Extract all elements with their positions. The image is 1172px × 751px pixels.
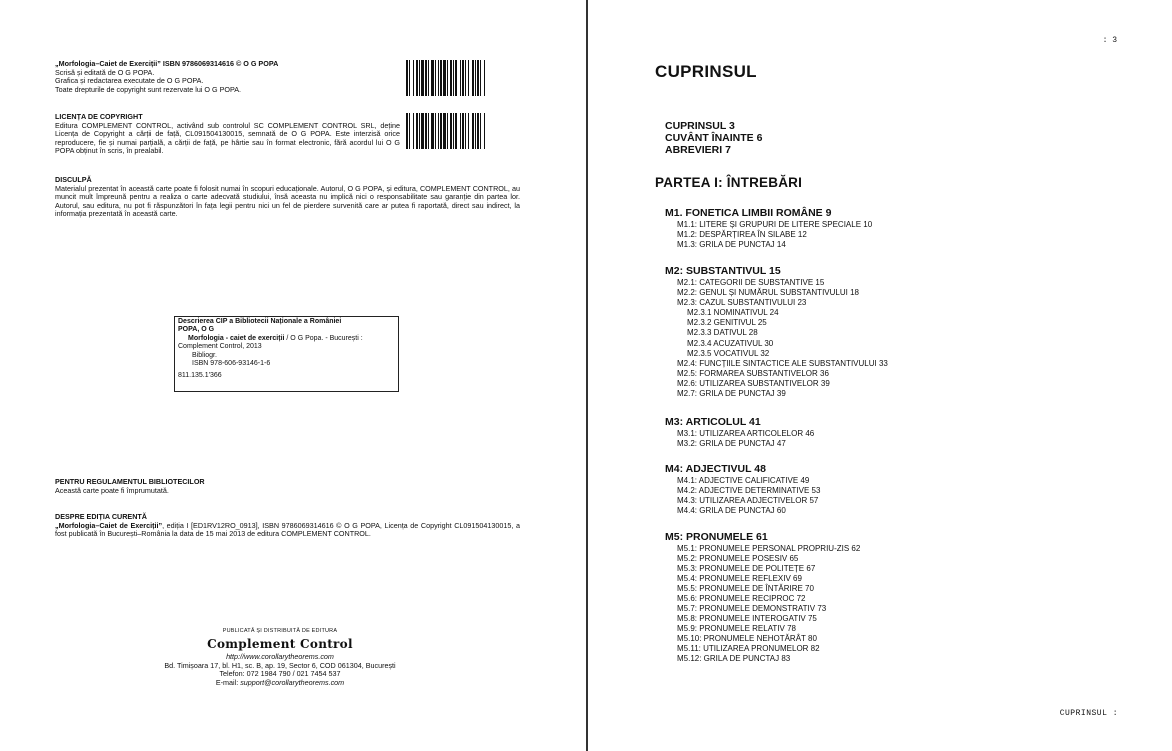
- book-info-line: Toate drepturile de copyright sunt rezervate lui O G POPA.: [55, 84, 242, 94]
- barcode-bar: [438, 60, 439, 96]
- barcode-bar: [435, 60, 436, 96]
- barcode-bar: [480, 60, 481, 96]
- license-heading: LICENȚA DE COPYRIGHT: [55, 112, 143, 121]
- barcode-bar: [480, 113, 481, 149]
- toc-subsection[interactable]: M2.3.1 NOMINATIVUL 24: [687, 308, 779, 317]
- disclaimer-block: [55, 176, 520, 219]
- barcode-bar: [472, 60, 474, 96]
- publisher-caption: PUBLICATĂ ȘI DISTRIBUITĂ DE EDITURA: [222, 628, 338, 634]
- library-heading: PENTRU REGULAMENTUL BIBLIOTECILOR: [55, 477, 205, 486]
- barcode-bar: [453, 113, 454, 149]
- toc-subsection[interactable]: M2.3.4 ACUZATIVUL 30: [687, 338, 774, 348]
- barcode-bar: [447, 113, 448, 149]
- book-title-line: „Morfologia–Caiet de Exerciții” ISBN 9786069314616 © O G POPA: [55, 59, 279, 68]
- toc-section[interactable]: M5.4: PRONUMELE REFLEXIV 69: [677, 574, 802, 583]
- toc-section[interactable]: M3.1: UTILIZAREA ARTICOLELOR 46: [677, 429, 815, 438]
- barcode-bar: [421, 113, 424, 149]
- toc-front-matter: [665, 120, 762, 156]
- barcode-bar: [416, 60, 418, 96]
- barcode-bar: [475, 113, 476, 149]
- barcode-bar: [406, 60, 408, 96]
- toc-section[interactable]: M5.2: PRONUMELE POSESIV 65: [677, 554, 799, 563]
- barcode-bar: [419, 113, 420, 149]
- book-info-line: Grafica și redactarea executate de O G POPA.: [55, 76, 204, 86]
- toc-subsection[interactable]: M2.3.5 VOCATIVUL 32: [687, 348, 770, 358]
- barcode-bar: [468, 113, 469, 149]
- barcode-bar: [425, 113, 427, 149]
- toc-section[interactable]: M3.2: GRILA DE PUNCTAJ 47: [677, 439, 786, 448]
- barcode-bar: [484, 60, 485, 96]
- barcode-bar: [462, 113, 464, 149]
- barcode-bar: [443, 113, 446, 149]
- part-title: PARTEA I: ÎNTREBĂRI: [655, 175, 803, 190]
- barcode-bar: [428, 113, 429, 149]
- barcode-bar: [431, 60, 434, 96]
- barcode-bar: [477, 113, 479, 149]
- cip-box: [174, 316, 399, 392]
- page-number: : 3: [1102, 36, 1117, 45]
- barcode-bar: [421, 60, 424, 96]
- cip-author: POPA, O G: [178, 326, 215, 334]
- toc-chapter: [665, 416, 1085, 449]
- barcode-bar: [425, 60, 427, 96]
- cip-bibliography: Bibliogr.: [192, 351, 217, 359]
- toc-front-item[interactable]: ABREVIERI 7: [665, 144, 731, 156]
- cip-title-line: [178, 335, 395, 343]
- barcode-bar: [440, 113, 442, 149]
- barcode-bar: [450, 113, 452, 149]
- toc-title: CUPRINSUL: [655, 62, 757, 81]
- toc-chapter-title[interactable]: M3: ARTICOLUL 41: [665, 416, 761, 428]
- barcode-bar: [409, 113, 410, 149]
- toc-section[interactable]: M1.3: GRILA DE PUNCTAJ 14: [677, 240, 786, 249]
- edition-paragraph: [55, 522, 520, 539]
- edition-title: „Morfologia–Caiet de Exerciții”: [55, 520, 163, 530]
- license-block: [55, 113, 400, 156]
- toc-section[interactable]: M1.1: LITERE ȘI GRUPURI DE LITERE SPECIALE 10: [677, 220, 873, 229]
- toc-section[interactable]: M2.5: FORMAREA SUBSTANTIVELOR 36: [677, 369, 829, 379]
- toc-section[interactable]: M4.4: GRILA DE PUNCTAJ 60: [677, 506, 786, 515]
- toc-chapter-title[interactable]: M4: ADJECTIVUL 48: [665, 463, 766, 475]
- toc-section[interactable]: M5.12: GRILA DE PUNCTAJ 83: [677, 654, 791, 663]
- email-label: E-mail:: [215, 678, 241, 688]
- publisher-email-line: [130, 679, 430, 688]
- toc-section[interactable]: M5.1: PRONUMELE PERSONAL PROPRIU-ZIS 62: [677, 544, 861, 553]
- toc-front-item[interactable]: CUPRINSUL 3: [665, 120, 735, 132]
- barcode-image: [406, 113, 520, 149]
- toc-chapter-title[interactable]: M1. FONETICA LIMBII ROMÂNE 9: [665, 207, 832, 219]
- barcode-bar: [465, 113, 466, 149]
- publisher-email[interactable]: support@corollarytheorems.com: [240, 678, 345, 688]
- cip-publisher: Complement Control, 2013: [178, 343, 262, 351]
- toc-section[interactable]: M2.6: UTILIZAREA SUBSTANTIVELOR 39: [677, 379, 830, 389]
- toc-chapter: [665, 531, 1085, 664]
- barcode-bar: [416, 113, 418, 149]
- barcode-bar: [472, 113, 474, 149]
- toc-section[interactable]: M2.2: GENUL ȘI NUMĂRUL SUBSTANTIVULUI 18: [677, 288, 859, 297]
- cip-title-rest: / O G Popa. - București :: [284, 334, 363, 342]
- library-text: Această carte poate fi împrumutată.: [55, 485, 169, 495]
- publisher-block: [130, 627, 430, 688]
- edition-heading: DESPRE EDIȚIA CURENTĂ: [55, 512, 147, 521]
- disclaimer-text: Materialul prezentat în această carte poate fi folosit numai în scopuri educaționale. Autorul, O G POPA, și editura, COMPLEMENT CONTROL, au muncit mult împreună pentru a realiza o carte adecvată studiului, însă aceasta nu implică nici o responsabilitate sau garanție din partea lor. Autorul, sau editura, nu pot fi răspunzători în fața legii pentru nici un fel de pierdere survenită care ar putea fi raportată, direct sau indirect, la informația prezentată în această carte.: [55, 183, 520, 219]
- toc-subsection[interactable]: M2.3.2 GENITIVUL 25: [687, 318, 767, 328]
- toc-chapter-title[interactable]: M5: PRONUMELE 61: [665, 531, 768, 543]
- toc-section[interactable]: M2.7: GRILA DE PUNCTAJ 39: [677, 389, 786, 399]
- barcode-bar: [435, 113, 436, 149]
- toc-section[interactable]: M2.1: CATEGORII DE SUBSTANTIVE 15: [677, 278, 825, 287]
- cip-title: Morfologia - caiet de exerciții: [188, 334, 285, 342]
- toc-section[interactable]: M5.5: PRONUMELE DE ÎNTĂRIRE 70: [677, 584, 814, 593]
- publisher-logo: Complement Control: [207, 636, 353, 651]
- barcode-bar: [462, 60, 464, 96]
- toc-section[interactable]: M5.10: PRONUMELE NEHOTĂRÂT 80: [677, 634, 817, 643]
- license-text: Editura COMPLEMENT CONTROL, activând sub controlul SC COMPLEMENT CONTROL SRL, deține Licența de Copyright a cărții de față, CL091504130015, semnată de O G POPA. Este interzisă orice reproducere, fie și numai parțială, a cărții de față, pe hârtie sau în format electronic, fără acordul lui O G POPA obținut în scris, în prealabil.: [55, 120, 400, 156]
- toc-section[interactable]: M4.1: ADJECTIVE CALIFICATIVE 49: [677, 476, 810, 485]
- library-block: [55, 478, 520, 495]
- book-info-line: Scrisă și editată de O G POPA.: [55, 67, 155, 77]
- barcode-bar: [475, 60, 476, 96]
- edition-text: , ediția I [ED1RV12RO_0913], ISBN 9786069314616 © O G POPA, Licența de Copyright CL091504130015, a fost publicată în București–România la data de 15 mai 2013 de editura COMPLEMENT CONTROL.: [55, 520, 520, 539]
- barcode-bar: [447, 60, 448, 96]
- toc-chapter: [665, 265, 1085, 399]
- barcode-bar: [453, 60, 454, 96]
- barcode-bar: [455, 60, 457, 96]
- toc-section[interactable]: M5.9: PRONUMELE RELATIV 78: [677, 624, 796, 633]
- toc-section[interactable]: M2.3: CAZUL SUBSTANTIVULUI 23: [677, 298, 807, 307]
- barcode-bar: [460, 60, 461, 96]
- right-page: [588, 0, 1172, 751]
- toc-section[interactable]: M2.4: FUNCȚIILE SINTACTICE ALE SUBSTANTIVULUI 33: [677, 359, 888, 369]
- barcode-bar: [460, 113, 461, 149]
- cip-isbn: ISBN 978-606-93146-1-6: [192, 360, 271, 368]
- publisher-address: Bd. Timișoara 17, bl. H1, sc. B, ap. 19, Sector 6, COD 061304, București: [164, 660, 396, 670]
- disclaimer-heading: DISCULPĂ: [55, 175, 92, 184]
- barcode-bar: [409, 60, 410, 96]
- toc-section[interactable]: M5.3: PRONUMELE DE POLITEȚE 67: [677, 564, 816, 573]
- toc-chapter: [665, 463, 1085, 516]
- toc-chapter: [665, 207, 1085, 250]
- barcode-bar: [455, 113, 457, 149]
- cip-classification: 811.135.1'366: [178, 372, 222, 380]
- barcode-bar: [440, 60, 442, 96]
- publisher-phone: Telefon: 072 1984 790 / 021 7454 537: [219, 669, 341, 679]
- barcode-bar: [413, 60, 414, 96]
- toc-section[interactable]: M5.7: PRONUMELE DEMONSTRATIV 73: [677, 604, 827, 613]
- barcode-bar: [450, 60, 452, 96]
- toc-section[interactable]: M5.11: UTILIZAREA PRONUMELOR 82: [677, 644, 820, 653]
- toc-front-item[interactable]: CUVÂNT ÎNAINTE 6: [665, 132, 763, 144]
- barcode-bar: [477, 60, 479, 96]
- toc-section[interactable]: M4.3: UTILIZAREA ADJECTIVELOR 57: [677, 496, 819, 505]
- toc-section[interactable]: M1.2: DESPĂRȚIREA ÎN SILABE 12: [677, 230, 807, 239]
- toc-section[interactable]: M4.2: ADJECTIVE DETERMINATIVE 53: [677, 486, 821, 495]
- barcode-bar: [465, 60, 466, 96]
- barcode-bar: [484, 113, 485, 149]
- barcode-bar: [406, 113, 408, 149]
- toc-section[interactable]: M5.6: PRONUMELE RECIPROC 72: [677, 594, 806, 603]
- barcode-bar: [431, 113, 434, 149]
- barcode-bar: [468, 60, 469, 96]
- barcode-image: [406, 60, 520, 96]
- barcode-bar: [438, 113, 439, 149]
- running-footer: CUPRINSUL :: [1059, 709, 1118, 718]
- toc-chapter-title[interactable]: M2: SUBSTANTIVUL 15: [665, 265, 781, 277]
- cip-heading: Descrierea CIP a Bibliotecii Naționale a României: [178, 318, 342, 325]
- toc-subsection[interactable]: M2.3.3 DATIVUL 28: [687, 328, 758, 338]
- barcode-bar: [419, 60, 420, 96]
- edition-block: [55, 513, 520, 539]
- toc-section[interactable]: M5.8: PRONUMELE INTEROGATIV 75: [677, 614, 817, 623]
- barcode-bar: [443, 60, 446, 96]
- barcode-bar: [413, 113, 414, 149]
- barcode-bar: [428, 60, 429, 96]
- publisher-website[interactable]: http://www.corollarytheorems.com: [226, 651, 334, 661]
